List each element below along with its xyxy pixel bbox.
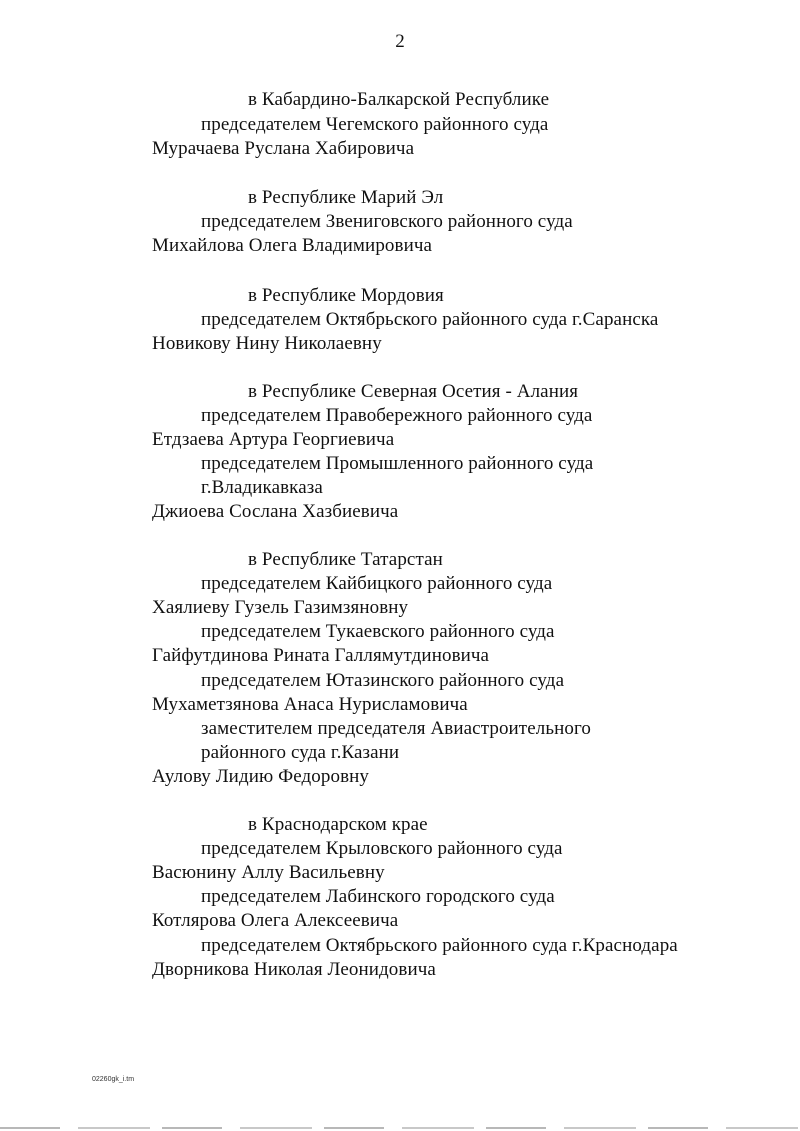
scan-edge-artifact — [0, 1127, 800, 1129]
person-name: Михайлова Олега Владимировича — [152, 235, 433, 256]
position-line: председателем Лабинского городского суда — [201, 886, 555, 907]
position-line: председателем Октябрьского районного суда г.Краснодара — [201, 935, 678, 956]
person-name: Хаялиеву Гузель Газимзяновну — [152, 597, 409, 618]
person-name: Джиоева Сослана Хазбиевича — [152, 501, 399, 522]
position-line: заместителем председателя Авиастроительного — [201, 718, 591, 739]
person-name: Гайфутдинова Рината Галлямутдиновича — [152, 645, 490, 666]
position-line: председателем Звениговского районного суда — [201, 211, 573, 232]
person-name: Котлярова Олега Алексеевича — [152, 910, 399, 931]
position-line-continued: районного суда г.Казани — [201, 742, 400, 763]
position-line: председателем Правобережного районного суда — [201, 405, 593, 426]
position-line: председателем Тукаевского районного суда — [201, 621, 555, 642]
position-line: председателем Кайбицкого районного суда — [201, 573, 553, 594]
person-name: Новикову Нину Николаевну — [152, 333, 382, 354]
person-name: Мухаметзянова Анаса Нурисламовича — [152, 694, 468, 715]
page-number: 2 — [395, 31, 405, 52]
person-name: Дворникова Николая Леонидовича — [152, 959, 436, 980]
position-line: председателем Ютазинского районного суда — [201, 670, 565, 691]
person-name: Мурачаева Руслана Хабировича — [152, 138, 415, 159]
person-name: Етдзаева Артура Георгиевича — [152, 429, 395, 450]
region-heading-tatarstan: в Республике Татарстан — [248, 549, 443, 570]
region-heading-north-ossetia: в Республике Северная Осетия - Алания — [248, 381, 579, 402]
region-heading-mari-el: в Республике Марий Эл — [248, 187, 444, 208]
footer-document-code: 02260gk_i.tm — [92, 1076, 135, 1083]
position-line: председателем Промышленного районного суда — [201, 453, 594, 474]
person-name: Аулову Лидию Федоровну — [152, 766, 370, 787]
person-name: Васюнину Аллу Васильевну — [152, 862, 385, 883]
position-line: председателем Октябрьского районного суда г.Саранска — [201, 309, 659, 330]
region-heading-mordovia: в Республике Мордовия — [248, 285, 444, 306]
region-heading-kabardino-balkaria: в Кабардино-Балкарской Республике — [248, 89, 550, 110]
position-line: председателем Крыловского районного суда — [201, 838, 563, 859]
position-line: председателем Чегемского районного суда — [201, 114, 549, 135]
position-line-continued: г.Владикавказа — [201, 477, 323, 498]
region-heading-krasnodar: в Краснодарском крае — [248, 814, 428, 835]
